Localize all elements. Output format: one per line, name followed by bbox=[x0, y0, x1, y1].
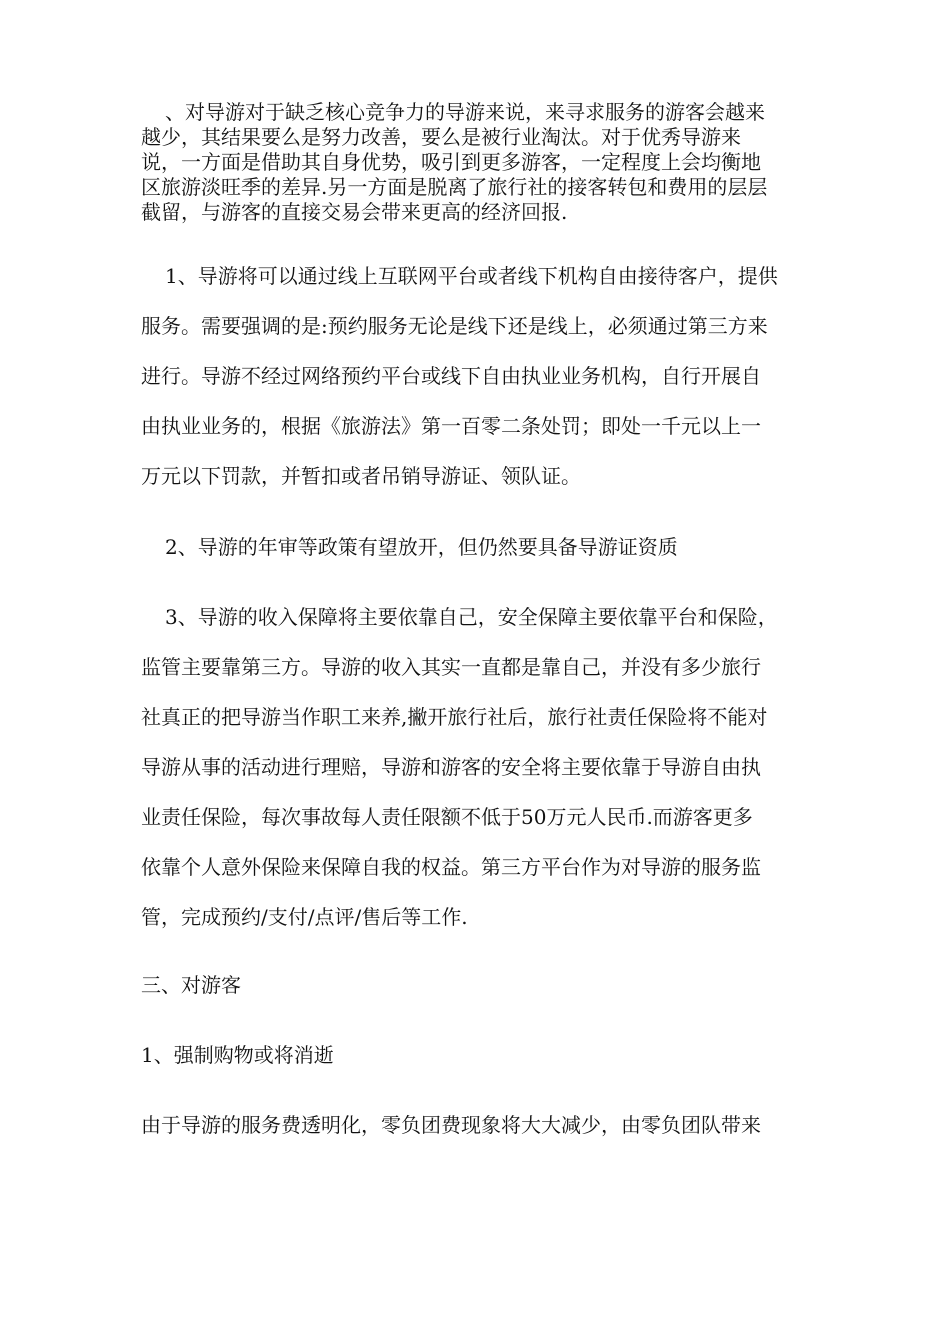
text-line: 进行。导游不经过网络预约平台或线下自由执业业务机构，自行开展自 bbox=[141, 364, 761, 388]
text-line: 由于导游的服务费透明化，零负团费现象将大大减少，由零负团队带来 bbox=[141, 1113, 761, 1137]
text-line: 说，一方面是借助其自身优势，吸引到更多游客，一定程度上会均衡地 bbox=[141, 150, 761, 174]
section-heading: 三、对游客 bbox=[141, 973, 241, 997]
text-line: 导游从事的活动进行理赔，导游和游客的安全将主要依靠于导游自由执 bbox=[141, 755, 761, 779]
text-line: 监管主要靠第三方。导游的收入其实一直都是靠自己，并没有多少旅行 bbox=[141, 655, 761, 679]
subheading: 1、强制购物或将消逝 bbox=[141, 1043, 334, 1067]
text-line: 业责任保险，每次事故每人责任限额不低于50万元人民币.而游客更多 bbox=[141, 805, 753, 829]
text-line: 3、导游的收入保障将主要依靠自己，安全保障主要依靠平台和保险， bbox=[165, 605, 778, 629]
text-line: 服务。需要强调的是:预约服务无论是线下还是线上，必须通过第三方来 bbox=[141, 314, 768, 338]
text-line: 、对导游对于缺乏核心竞争力的导游来说，来寻求服务的游客会越来 bbox=[165, 100, 765, 124]
text-line: 社真正的把导游当作职工来养,撇开旅行社后，旅行社责任保险将不能对 bbox=[141, 705, 768, 729]
text-line: 依靠个人意外保险来保障自我的权益。第三方平台作为对导游的服务监 bbox=[141, 855, 761, 879]
text-line: 1、导游将可以通过线上互联网平台或者线下机构自由接待客户，提供 bbox=[165, 264, 778, 288]
text-line: 由执业业务的，根据《旅游法》第一百零二条处罚；即处一千元以上一 bbox=[141, 414, 761, 438]
text-line: 越少，其结果要么是努力改善，要么是被行业淘汰。对于优秀导游来 bbox=[141, 125, 741, 149]
text-line: 区旅游淡旺季的差异.另一方面是脱离了旅行社的接客转包和费用的层层 bbox=[141, 175, 768, 199]
text-line: 2、导游的年审等政策有望放开，但仍然要具备导游证资质 bbox=[165, 535, 678, 559]
text-line: 万元以下罚款，并暂扣或者吊销导游证、领队证。 bbox=[141, 464, 581, 488]
text-line: 截留，与游客的直接交易会带来更高的经济回报. bbox=[141, 200, 568, 224]
text-line: 管，完成预约/支付/点评/售后等工作. bbox=[141, 905, 468, 929]
